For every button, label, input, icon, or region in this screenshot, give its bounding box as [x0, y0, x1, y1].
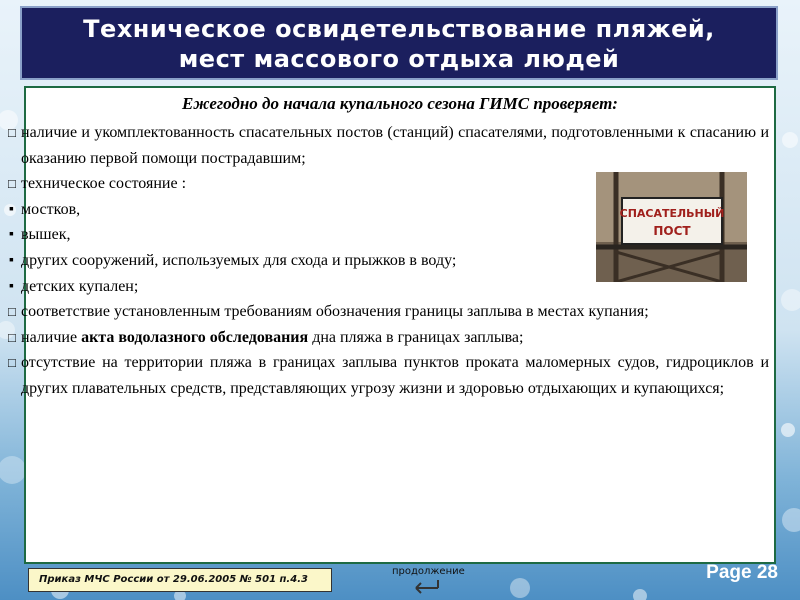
title-line-2: мест массового отдыха людей [178, 45, 620, 73]
sign-line-2: ПОСТ [653, 224, 691, 238]
checkbox-bullet-icon: □ [8, 355, 16, 371]
checkbox-bullet-icon: □ [8, 125, 16, 140]
check-list [6, 120, 769, 402]
content-heading: Ежегодно до начала купального сезона ГИМС проверяет: [182, 94, 618, 113]
title-line-1: Техническое освидетельствование пляжей, [83, 15, 715, 43]
list-item: □ наличие и укомплектованность спасательных постов (станций) спасателями, подготовленными к спасанию и оказанию первой помощи пострадавшим; [6, 120, 769, 171]
content-panel [8, 86, 776, 564]
list-item: ▪ детских купален; [6, 274, 769, 300]
square-bullet-icon: ▪ [9, 201, 14, 217]
list-item: ▪ других сооружений, используемых для схода и прыжков в воду; [6, 248, 581, 274]
square-bullet-icon: ▪ [9, 227, 14, 243]
square-bullet-icon: ▪ [9, 278, 14, 294]
square-bullet-icon: ▪ [9, 252, 14, 268]
list-item: □ техническое состояние : [6, 171, 769, 197]
checkbox-bullet-icon: □ [8, 329, 16, 345]
checkbox-bullet-icon: □ [8, 176, 16, 192]
return-arrow-icon[interactable] [412, 578, 442, 594]
sign-line-1: СПАСАТЕЛЬНЫЙ [619, 207, 725, 220]
diving-report-emphasis: акта водолазного обследования [81, 328, 309, 346]
list-item: □ отсутствие на территории пляжа в границах заплыва пунктов проката маломерных судов, гидроциклов и других плавательных средств, представляющих угрозу жизни и здоровью отдыхающих и купающихся; [6, 350, 769, 401]
list-item: □ наличие акта водолазного обследования дна пляжа в границах заплыва; [6, 325, 769, 351]
list-item: ▪ вышек, [6, 222, 769, 248]
order-reference: Приказ МЧС России от 29.06.2005 № 501 п.4.3 [28, 568, 332, 592]
slide-title [22, 14, 776, 74]
list-item: □ соответствие установленным требованиям обозначения границы заплыва в местах купания; [6, 299, 769, 325]
page-number: Page 28 [706, 562, 778, 583]
list-item: ▪ мостков, [6, 197, 769, 223]
checkbox-bullet-icon: □ [8, 304, 16, 320]
continue-label[interactable]: продолжение [392, 566, 465, 577]
continue-link[interactable] [392, 566, 474, 596]
title-bar [20, 6, 778, 80]
